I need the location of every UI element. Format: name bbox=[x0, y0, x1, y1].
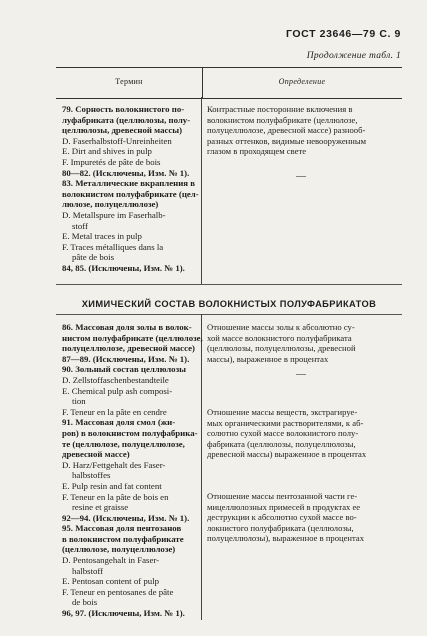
term-line: E. Pulp resin and fat content bbox=[62, 480, 162, 491]
term-line: tion bbox=[72, 396, 86, 407]
term-line: 79. Сорность волокнистого по- bbox=[62, 104, 185, 114]
definition-line: глазом в проходящем свете bbox=[207, 146, 307, 157]
term-line: 84, 85. (Исключены, Изм. № 1). bbox=[62, 262, 185, 273]
term-line: 91. Массовая доля смол (жи- bbox=[62, 417, 176, 428]
term-line: древесной массе) bbox=[62, 449, 130, 460]
term-line: D. Harz/Fettgehalt des Faser- bbox=[62, 459, 166, 470]
term-line: D. Faserhalbstoff-Unreinheiten bbox=[62, 135, 172, 146]
definition-line: полуцеллюлозе, древесной массе) разнооб- bbox=[207, 125, 366, 136]
term-line: 90. Зольный состав целлюлозы bbox=[62, 364, 186, 375]
term-line: (целлюлозе, полуцеллюлозе) bbox=[62, 544, 176, 555]
term-line: люлозе, полуцеллюлозе) bbox=[62, 199, 159, 210]
section-title: ХИМИЧЕСКИЙ СОСТАВ ВОЛОКНИСТЫХ ПОЛУФАБРИКАТОВ bbox=[81, 299, 377, 309]
term-line: E. Chemical pulp ash composi- bbox=[62, 385, 173, 396]
definition-line: солютно сухой массе волокнистого полу- bbox=[207, 428, 359, 439]
definition-block-79 bbox=[207, 104, 403, 157]
term-line: de bois bbox=[72, 597, 98, 608]
term-line: F. Teneur en la pâte en cendre bbox=[62, 406, 167, 417]
definition-line: деструкции к абсолютно сухой массе во- bbox=[207, 512, 357, 523]
definition-line: волокнистом полуфабрикате (целлюлозе, bbox=[207, 114, 358, 125]
term-line: 92—94. (Исключены, Изм. № 1). bbox=[62, 512, 190, 523]
definition-line: фабриката (целлюлозы, полуцеллюлозы, bbox=[207, 438, 356, 449]
term-line: E. Metal traces in pulp bbox=[62, 231, 142, 242]
term-block-upper bbox=[62, 104, 202, 274]
term-line: resine et graisse bbox=[72, 502, 129, 513]
term-line: E. Dirt and shives in pulp bbox=[62, 146, 152, 157]
term-line: целлюлозы, древесной массы) bbox=[62, 125, 183, 136]
term-line: D. Pentosangehalt in Faser- bbox=[62, 555, 160, 566]
definition-line: Отношение массы золы к абсолютно су- bbox=[207, 322, 355, 332]
definition-block-86 bbox=[207, 322, 403, 364]
definition-line: (целлюлозы, полуцеллюлозы, древесной bbox=[207, 343, 356, 354]
definition-line: полуцеллюлозы), выраженное в процентах bbox=[207, 533, 365, 544]
term-line: луфабриката (целлюлозы, полу- bbox=[62, 114, 191, 125]
term-line: F. Impuretés de pâte de bois bbox=[62, 156, 161, 167]
definition-line: разных оттенков, видимые невооруженным bbox=[207, 135, 367, 146]
term-line: волокнистом полуфабрикате (цел- bbox=[62, 188, 199, 199]
definition-line: массы), выраженное в процентах bbox=[207, 353, 329, 364]
term-line: полуцеллюлозе, древесной массе) bbox=[62, 343, 195, 354]
definition-line: Отношение массы веществ, экстрагируе- bbox=[207, 407, 358, 417]
term-line: 83. Металлические вкрапления в bbox=[62, 178, 195, 189]
definition-line: мых органическими растворителями, к аб- bbox=[207, 417, 364, 428]
definition-line: мицеллюлозных примесей в продуктах ее bbox=[207, 501, 361, 512]
definition-block-91 bbox=[207, 407, 403, 460]
section-top-rule bbox=[56, 284, 402, 285]
table-continuation-label: Продолжение табл. 1 bbox=[306, 51, 401, 61]
term-line: stoff bbox=[72, 220, 88, 231]
term-line: в волокнистом полуфабрикате bbox=[62, 533, 184, 544]
term-line: 87—89. (Исключены, Изм. № 1). bbox=[62, 353, 190, 364]
dash-definition-83: — bbox=[296, 171, 306, 182]
definition-line: древесной массы) выраженное в процентах bbox=[207, 449, 367, 460]
term-line: нистом полуфабрикате (целлюлозе, bbox=[62, 332, 203, 343]
term-line: те (целлюлозе, полуцеллюлозе, bbox=[62, 438, 185, 449]
term-line: halbstoffes bbox=[72, 470, 111, 481]
column-header-definition: Определение bbox=[278, 77, 326, 86]
term-line: halbstoff bbox=[72, 565, 104, 576]
definition-line: локнистого полуфабриката (целлюлозы, bbox=[207, 522, 354, 533]
term-line: F. Traces métalliques dans la bbox=[62, 241, 164, 252]
term-line: 86. Массовая доля золы в волок- bbox=[62, 322, 192, 332]
dash-definition-90: — bbox=[296, 369, 306, 380]
term-block-lower bbox=[62, 322, 202, 619]
term-line: F. Teneur en la pâte de bois en bbox=[62, 491, 169, 502]
term-line: 80—82. (Исключены, Изм. № 1). bbox=[62, 167, 190, 178]
table-header bbox=[56, 67, 402, 99]
page-header: ГОСТ 23646—79 С. 9 bbox=[286, 28, 401, 40]
term-line: D. Metallspure im Faserhalb- bbox=[62, 209, 166, 220]
term-line: E. Pentosan content of pulp bbox=[62, 576, 159, 587]
term-line: 95. Массовая доля пентозанов bbox=[62, 523, 182, 534]
term-line: F. Teneur en pentosanes de pâte bbox=[62, 586, 174, 597]
section-bottom-rule bbox=[56, 314, 402, 315]
column-header-term: Термин bbox=[115, 77, 143, 86]
term-line: ров) в волокнистом полуфабрика- bbox=[62, 427, 198, 438]
definition-line: Контрастные посторонние включения в bbox=[207, 104, 353, 114]
definition-block-95 bbox=[207, 491, 403, 544]
term-line: 96, 97. (Исключены, Изм. № 1). bbox=[62, 608, 185, 619]
term-line: pâte de bois bbox=[72, 252, 115, 263]
definition-line: Отношение массы пентозанной части ге- bbox=[207, 491, 358, 501]
definition-line: хой массе волокнистого полуфабриката bbox=[207, 332, 352, 343]
term-line: D. Zellstoffaschenbestandteile bbox=[62, 374, 169, 385]
